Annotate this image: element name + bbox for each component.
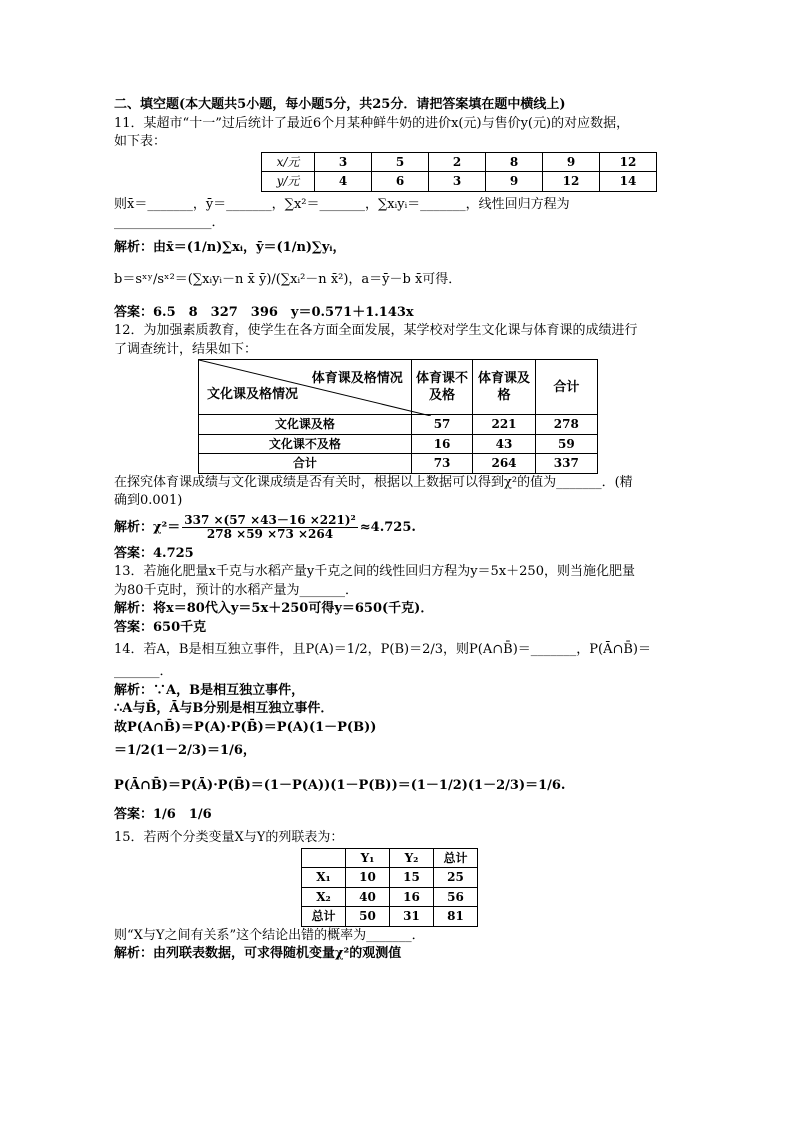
table-cell: 16 [411,434,473,454]
table-cell: 221 [473,415,535,435]
table-cell: 8 [486,152,543,172]
q12-ask-line1: 在探究体育课成绩与文化课成绩是否有关时，根据以上数据可以得到χ²的值为_______．(精 [114,474,633,490]
q12-answer: 答案：4.725 [114,545,194,561]
table-row [302,868,478,888]
q11-analysis-2: b＝sˣʸ/sˣ²＝(∑xᵢyᵢ－n x̄ ȳ)/(∑xᵢ²－n x̄²)，a＝ȳ－b x̄可得． [114,272,462,287]
column-header: Y₁ [346,848,390,868]
table-cell: x/元 [262,152,315,172]
table-row [302,887,478,907]
table-cell: 50 [346,907,390,927]
row-label: X₂ [302,887,346,907]
q11-answer: 答案：6.5 8 327 396 y＝0.571＋1.143x [114,304,414,320]
q13-stem-line2: 为80千克时，预计的水稻产量为_______． [114,582,359,598]
table-cell: 14 [600,172,657,192]
table-cell: 10 [346,868,390,888]
row-label: X₁ [302,868,346,888]
chi-square-fraction [182,514,358,541]
q15-stem: 15．若两个分类变量X与Y的列联表为： [114,830,344,845]
q13-analysis: 解析：将x＝80代入y＝5x＋250可得y＝650(千克)． [114,601,434,616]
table-cell: 73 [411,454,473,474]
table-row [199,454,598,474]
row-label: 文化课不及格 [199,434,412,454]
chi-square-result: ≈4.725. [359,519,416,535]
diagonal-header-cell [199,360,412,415]
document-page [114,96,684,964]
table-cell: 2 [429,152,486,172]
table-row [262,152,657,172]
q12-analysis: 解析：χ²＝ $\frac{\text{337 ×(57 ×43－16 ×221)²}}{278 \times 59 \times 73 \times 264}$ ≈4.725. [114,512,416,541]
q11-analysis-1: 解析：由x̄＝(1/n)∑xᵢ，ȳ＝(1/n)∑yᵢ， [114,239,346,255]
q12-stem-line2: 了调查统计，结果如下： [114,341,258,357]
table-cell: 12 [543,172,600,192]
table-cell: 56 [434,887,478,907]
table-cell: 9 [486,172,543,192]
column-header: 合计 [535,360,597,415]
column-header: 体育课及格 [473,360,535,415]
q14-analysis-4: ＝1/2(1－2/3)＝1/6， [114,743,256,758]
q14-analysis-1: 解析：∵A，B是相互独立事件， [114,682,305,698]
row-label: 总计 [302,907,346,927]
q14-analysis-2: ∴A与B̄，Ā与B分别是相互独立事件． [114,701,334,716]
table-cell: 264 [473,454,535,474]
column-header: 总计 [434,848,478,868]
table-cell: 5 [372,152,429,172]
table-cell: 12 [600,152,657,172]
table-cell: 59 [535,434,597,454]
q12-ask-line2: 确到0.001) [114,493,183,508]
table-cell: 278 [535,415,597,435]
table-cell: 9 [543,152,600,172]
q15-analysis: 解析：由列联表数据，可求得随机变量χ²的观测值 [114,946,402,961]
row-label: 文化课及格 [199,415,412,435]
table-cell: 4 [315,172,372,192]
table-cell: 57 [411,415,473,435]
table-row [199,434,598,454]
row-label: 合计 [199,454,412,474]
table-header-row [199,360,598,415]
q11-ask-tail: _______________． [114,215,225,230]
fraction-denominator: 278 ×59 ×73 ×264 [206,526,334,541]
table-row [199,415,598,435]
q14-answer: 答案：1/6 1/6 [114,807,212,822]
table-cell: 15 [390,868,434,888]
q11-ask-line: 则x̄＝_______，ȳ＝_______，∑x²＝_______，∑xᵢyᵢ＝_______，线性回归方程为 [114,196,570,212]
q11-stem-line2: 如下表： [114,134,167,149]
q11-table [261,152,657,192]
diag-top-right-label: 体育课及格情况 [311,371,403,386]
table-cell: 337 [535,454,597,474]
column-header: 体育课不及格 [411,360,473,415]
table-cell: y/元 [262,172,315,192]
section-header: 二、填空题(本大题共5小题，每小题5分，共25分．请把答案填在题中横线上) [114,97,566,112]
q13-stem-line1: 13．若施化肥量x千克与水稻产量y千克之间的线性回归方程为y＝5x＋250，则当施化肥量 [114,564,635,579]
table-cell: 3 [429,172,486,192]
fraction-numerator: 337 ×(57 ×43－16 ×221)² [184,512,356,527]
column-header: Y₂ [390,848,434,868]
table-row [302,907,478,927]
q15-table [301,848,478,927]
table-cell: 40 [346,887,390,907]
table-row [262,172,657,192]
table-cell: 3 [315,152,372,172]
table-cell: 31 [390,907,434,927]
q14-analysis-5: P(Ā∩B̄)＝P(Ā)·P(B̄)＝(1－P(A))(1－P(B))＝(1－1/2)(1－2/3)＝1/6. [114,778,566,793]
table-cell: 6 [372,172,429,192]
q12-stem-line1: 12．为加强素质教育，使学生在各方面全面发展，某学校对学生文化课与体育课的成绩进行 [114,323,638,338]
table-cell: 25 [434,868,478,888]
q13-answer: 答案：650千克 [114,619,207,635]
q15-ask: 则“X与Y之间有关系”这个结论出错的概率为_______． [114,927,425,943]
q14-stem-line2: _______． [114,664,173,679]
q12-table [198,359,598,474]
diag-bottom-left-label: 文化课及格情况 [207,386,299,402]
table-header-row [302,848,478,868]
q14-analysis-3: 故P(A∩B̄)＝P(A)·P(B̄)＝P(A)(1－P(B)) [114,719,377,735]
q14-stem-line1: 14．若A，B是相互独立事件，且P(A)＝1/2，P(B)＝2/3，则P(A∩B̄)＝_______，P(Ā∩B̄)＝ [114,642,651,657]
q11-stem-line1: 11．某超市“十一”过后统计了最近6个月某种鲜牛奶的进价x(元)与售价y(元)的对应数据， [114,115,630,131]
table-cell: 81 [434,907,478,927]
table-cell: 43 [473,434,535,454]
column-header [302,848,346,868]
table-cell: 16 [390,887,434,907]
